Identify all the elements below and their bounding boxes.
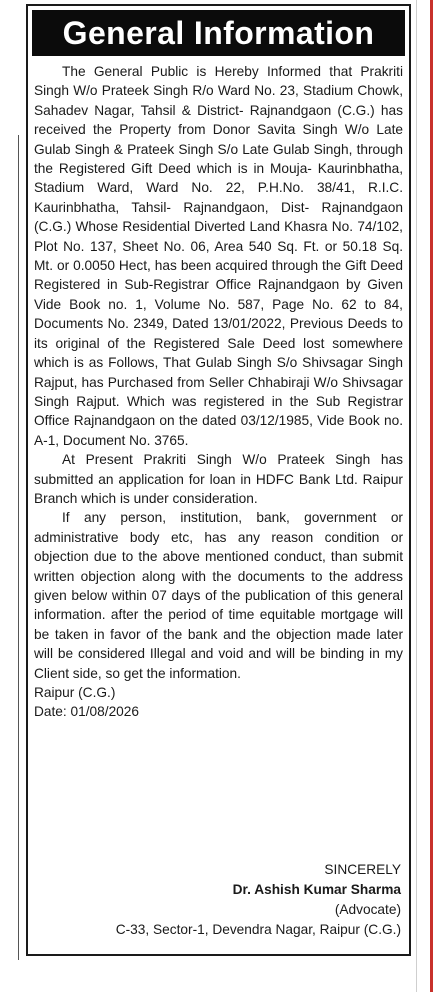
signatory-name: Dr. Ashish Kumar Sharma <box>232 882 401 897</box>
page-edge-rule <box>430 0 433 992</box>
notice-paragraph-loan: At Present Prakriti Singh W/o Prateek Singh has submitted an application for loan in HDFC Bank Ltd. Raipur Branch which is under consideration. <box>34 452 403 506</box>
page-gutter-line <box>416 0 417 992</box>
notice-paragraph-objection: If any person, institution, bank, government or administrative body etc, has any reason condition or objection due to the above mentioned conduct, than submit written objection along with the documents to the address given below within 07 days of the publication of this general information. after the period of time equitable mortgage will be taken in favor of the bank and the objection made later will be considered Illegal and void and will be binding in my Client side, so get the information. <box>34 510 403 681</box>
notice-title: General Information <box>32 10 405 56</box>
closing-line: SINCERELY <box>324 862 401 877</box>
notice-paragraph-property: The General Public is Hereby Informed that Prakriti Singh W/o Prateek Singh R/o Ward No. 23, Stadium Chowk, Sahadev Nagar, Tahsil & District- Rajnandgaon (C.G.) has received the Property from Donor Savita Singh W/o Late Gulab Singh & Prateek Singh S/o Late Gulab Singh, through the Registered Gift Deed which is in Mouja- Kaurinbhatha, Stadium Ward, Ward No. 22, P.H.No. 38/41, R.I.C. Kaurinbhatha, Tahsil- Rajnandgaon, Dist- Rajnandgaon (C.G.) Whose Residential Diverted Land Khasra No. 74/102, Plot No. 137, Sheet No. 06, Area 540 Sq. Ft. or 50.18 Sq. Mt. or 0.0050 Hect, has been acquired through the Gift Deed Registered in Sub-Registrar Office Rajnandgaon by Given Vide Book no. 1, Volume No. 587, Page No. 62 to 84, Documents No. 2349, Dated 13/01/2022, Previous Deeds to its original of the Registered Sale Deed lost somewhere which is as Follows, That Gulab Singh S/o Shivsagar Singh Rajput, has Purchased from Seller Chhabiraji W/o Shivsagar Singh Rajput. Which was registered in the Sub Registrar Office Rajnandgaon on the dated 03/12/1985, Vide Book no. A-1, Document No. 3765. <box>34 64 403 448</box>
general-information-notice <box>26 4 411 956</box>
notice-place: Raipur (C.G.) <box>34 685 116 700</box>
notice-date: Date: 01/08/2026 <box>34 704 140 720</box>
notice-body <box>34 62 403 722</box>
signatory-designation: (Advocate) <box>334 902 401 917</box>
signature-block <box>34 860 401 940</box>
signatory-address: C-33, Sector-1, Devendra Nagar, Raipur (C.G.) <box>115 922 401 937</box>
column-divider <box>18 135 19 960</box>
